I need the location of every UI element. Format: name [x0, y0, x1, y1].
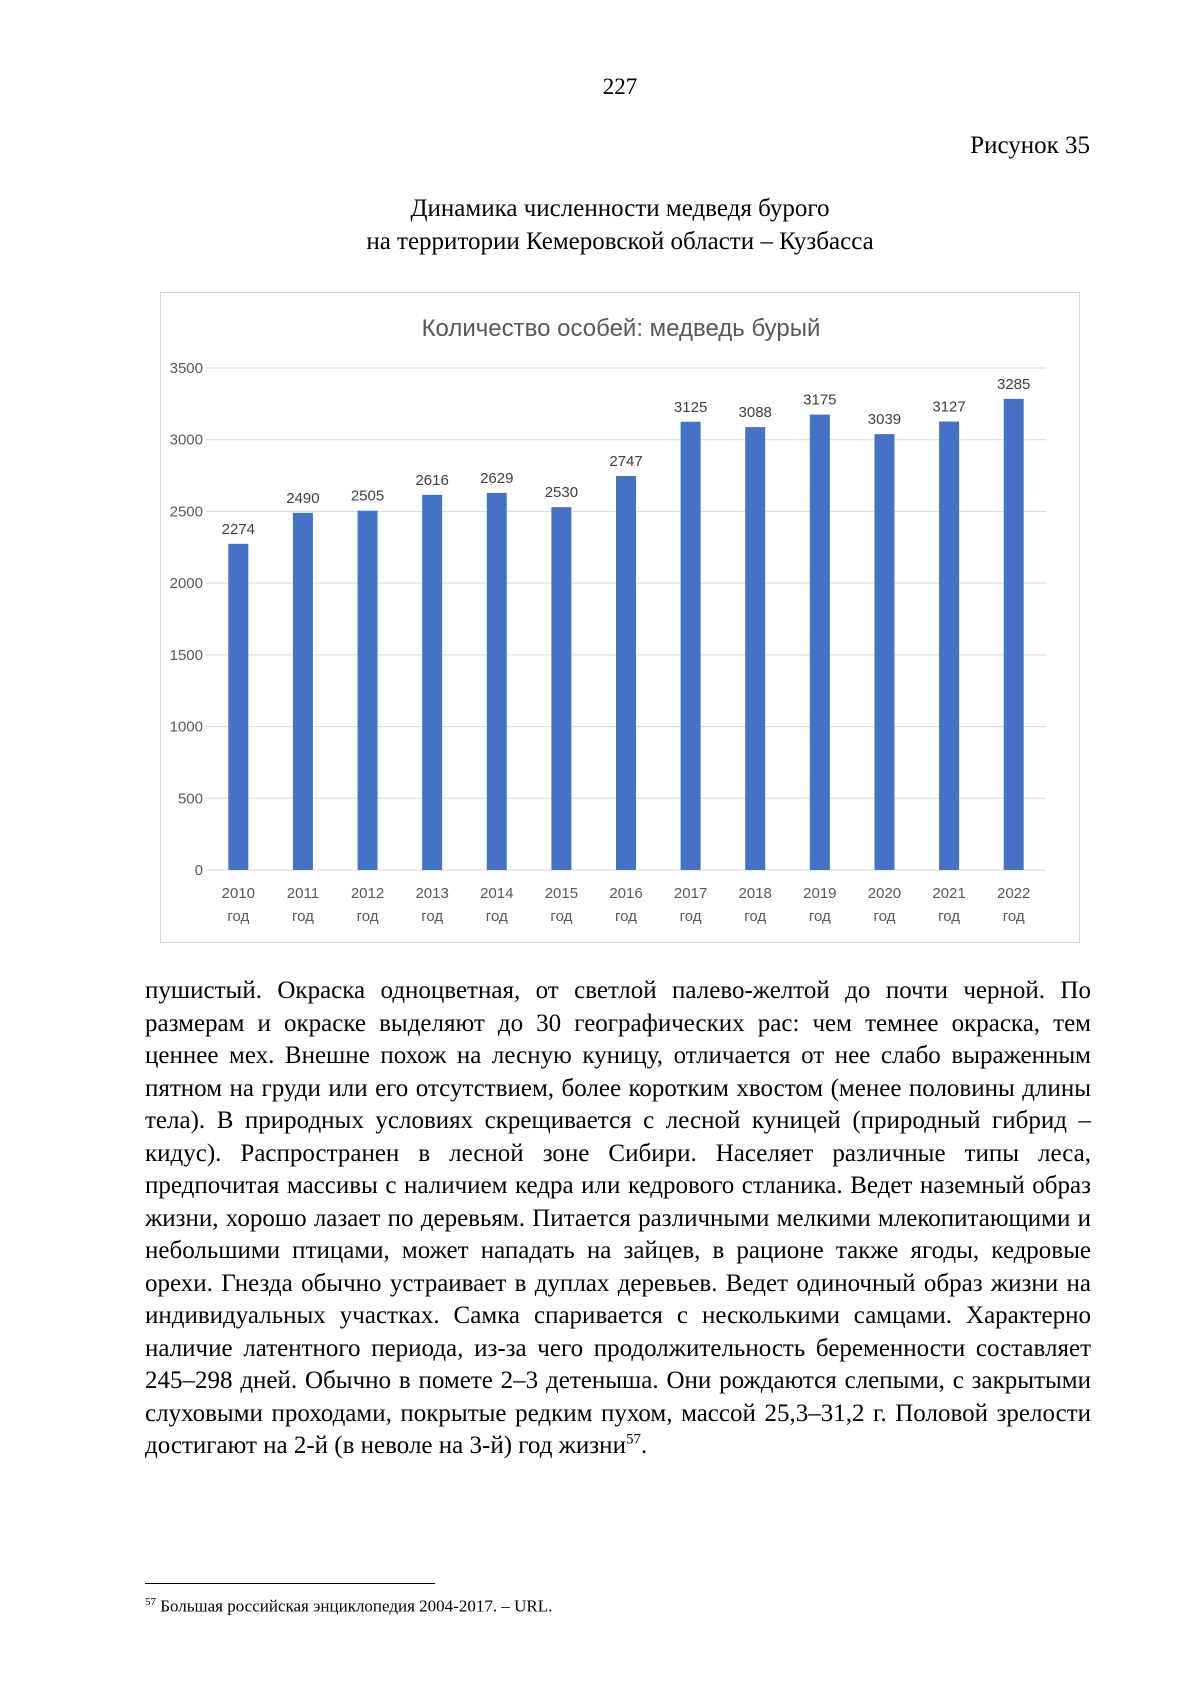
x-tick-label-year-2019: 2019: [803, 885, 837, 902]
bar-2011: [293, 513, 313, 870]
x-tick-label-unit-2021: год: [938, 908, 961, 925]
x-tick-label-year-2014: 2014: [480, 885, 514, 902]
data-label-2012: 2505: [350, 487, 385, 505]
bar-2022: [1004, 399, 1024, 870]
x-tick-label-unit-2014: год: [485, 908, 508, 925]
y-tick-label-2000: 2000: [169, 575, 203, 593]
chart-title: Количество особей: медведь бурый: [421, 315, 821, 342]
bar-2017: [681, 422, 701, 870]
y-tick-label-2500: 2500: [169, 503, 203, 521]
x-tick-label-unit-2016: год: [615, 908, 637, 925]
bar-2020: [874, 434, 894, 870]
body-text: пушистый. Окраска одноцветная, от светлой палево-желтой до почти черной. По размерам и окраске выделяют до 30 географических рас: чем темнее окраска, тем ценнее мех. Внешне похож на лесную куницу, отличается от нее слабо выраженным пятном на груди или его отсутствием, более коротким хвостом (менее половины длины тела). В природных условиях скрещивается с лесной куницей (природный гибрид – кидус). Распространен в лесной зоне Сибири. Населяет различные типы леса, предпочитая массивы с наличием кедра или кедрового стланика. Ведет наземный образ жизни, хорошо лазает по деревьям. Питается различными мелкими млекопитающими и небольшими птицами, может нападать на зайцев, в рационе также ягоды, кедровые орехи. Гнезда обычно устраивает в дуплах деревьев. Ведет одиночный образ жизни на индивидуальных участках. Самка спаривается с несколькими самцами. Характерно наличие латентного периода, из-за чего продолжительность беременности составляет 245–298 дней. Обычно в помете 2–3 детеныша. Они рождаются слепыми, с закрытыми слуховыми проходами, покрытые редким пухом, массой 25,3–31,2 г. Половой зрелости достигают на 2-й (в неволе на 3-й) год жизни$^{57}$.: [145, 977, 1091, 1459]
bar-2010: [228, 544, 248, 870]
x-tick-label-unit-2015: год: [550, 908, 573, 925]
x-tick-label-unit-2012: год: [356, 908, 379, 925]
body-paragraph: пушистый. Окраска одноцветная, от светлой палево-желтой до почти черной. По размерам и окраске выделяют до 30 географических рас: чем темнее окраска, тем ценнее мех. Внешне похож на лесную куницу, отличается от нее слабо выраженным пятном на груди или его отсутствием, более коротким хвостом (менее половины длины тела). В природных условиях скрещивается с лесной куницей (природный гибрид – кидус). Распространен в лесной зоне Сибири. Населяет различные типы леса, предпочитая массивы с наличием кедра или кедрового стланика. Ведет наземный образ жизни, хорошо лазает по деревьям. Питается различными мелкими млекопитающими и небольшими птицами, может нападать на зайцев, в рационе также ягоды, кедровые орехи. Гнезда обычно устраивает в дуплах деревьев. Ведет одиночный образ жизни на индивидуальных участках. Самка спаривается с несколькими самцами. Характерно наличие латентного периода, из-за чего продолжительность беременности составляет 245–298 дней. Обычно в помете 2–3 детеныша. Они рождаются слепыми, с закрытыми слуховыми проходами, покрытые редким пухом, массой 25,3–31,2 г. Половой зрелости достигают на 2-й (в неволе на 3-й) год жизни: [145, 977, 1091, 1459]
x-tick-label-year-2018: 2018: [738, 885, 772, 902]
data-label-2019: 3175: [803, 391, 837, 409]
data-label-2013: 2616: [415, 471, 449, 489]
data-label-2015: 2530: [544, 484, 579, 502]
footnote-rule: [145, 1583, 435, 1584]
y-tick-label-3000: 3000: [169, 431, 203, 449]
footnote-number: 57: [145, 1596, 156, 1608]
x-tick-label-unit-2018: год: [744, 908, 767, 925]
data-label-2010: 2274: [221, 520, 255, 538]
bar-2013: [422, 495, 442, 870]
bar-chart: [161, 293, 1081, 944]
figure-caption: [145, 192, 1095, 258]
x-tick-label-year-2010: 2010: [221, 885, 255, 902]
x-tick-label-year-2017: 2017: [673, 885, 708, 902]
x-tick-label-year-2022: 2022: [997, 885, 1031, 902]
footnote: [145, 1596, 552, 1617]
bar-2018: [745, 427, 765, 870]
x-tick-label-unit-2017: год: [679, 908, 702, 925]
data-label-2020: 3039: [867, 411, 902, 429]
data-label-2021: 3127: [932, 398, 966, 416]
footnote-text: Большая российская энциклопедия 2004-2017. – URL.: [156, 1596, 553, 1616]
x-tick-label-year-2015: 2015: [544, 885, 579, 902]
x-tick-label-year-2021: 2021: [932, 885, 966, 902]
bar-2015: [551, 507, 571, 870]
x-tick-label-year-2016: 2016: [609, 885, 643, 902]
x-tick-label-unit-2020: год: [873, 908, 896, 925]
x-tick-label-year-2020: 2020: [867, 885, 902, 902]
chart-frame: [160, 292, 1080, 943]
bar-2014: [487, 493, 507, 870]
bar-2012: [358, 511, 378, 870]
footnote-reference: 57: [625, 1431, 641, 1448]
y-tick-label-1000: 1000: [169, 718, 203, 736]
x-tick-label-year-2012: 2012: [350, 885, 385, 902]
data-label-2016: 2747: [609, 453, 643, 471]
data-label-2018: 3088: [738, 404, 772, 422]
bar-2019: [810, 415, 830, 870]
y-tick-label-3500: 3500: [169, 360, 203, 377]
x-tick-label-unit-2022: год: [1002, 908, 1025, 925]
x-tick-label-unit-2019: год: [808, 908, 831, 925]
x-tick-label-year-2011: 2011: [286, 885, 320, 902]
x-tick-label-unit-2010: год: [227, 908, 250, 925]
x-tick-label-unit-2013: год: [421, 908, 444, 925]
caption-line-2: на территории Кемеровской области – Кузбасса: [366, 228, 874, 255]
figure-label: Рисунок 35: [970, 132, 1090, 159]
data-label-2014: 2629: [480, 469, 514, 487]
x-tick-label-unit-2011: год: [291, 908, 314, 925]
y-tick-label-1500: 1500: [169, 646, 203, 664]
bar-2021: [939, 421, 959, 870]
data-label-2011: 2490: [286, 489, 320, 507]
x-tick-label-year-2013: 2013: [415, 885, 449, 902]
caption-line-1: Динамика численности медведя бурого: [410, 195, 830, 222]
y-tick-label-500: 500: [177, 790, 203, 808]
data-label-2022: 3285: [997, 375, 1031, 393]
data-label-2017: 3125: [673, 398, 708, 416]
y-tick-label-0: 0: [194, 862, 203, 879]
page-number: 227: [602, 74, 638, 99]
bar-2016: [616, 476, 636, 870]
